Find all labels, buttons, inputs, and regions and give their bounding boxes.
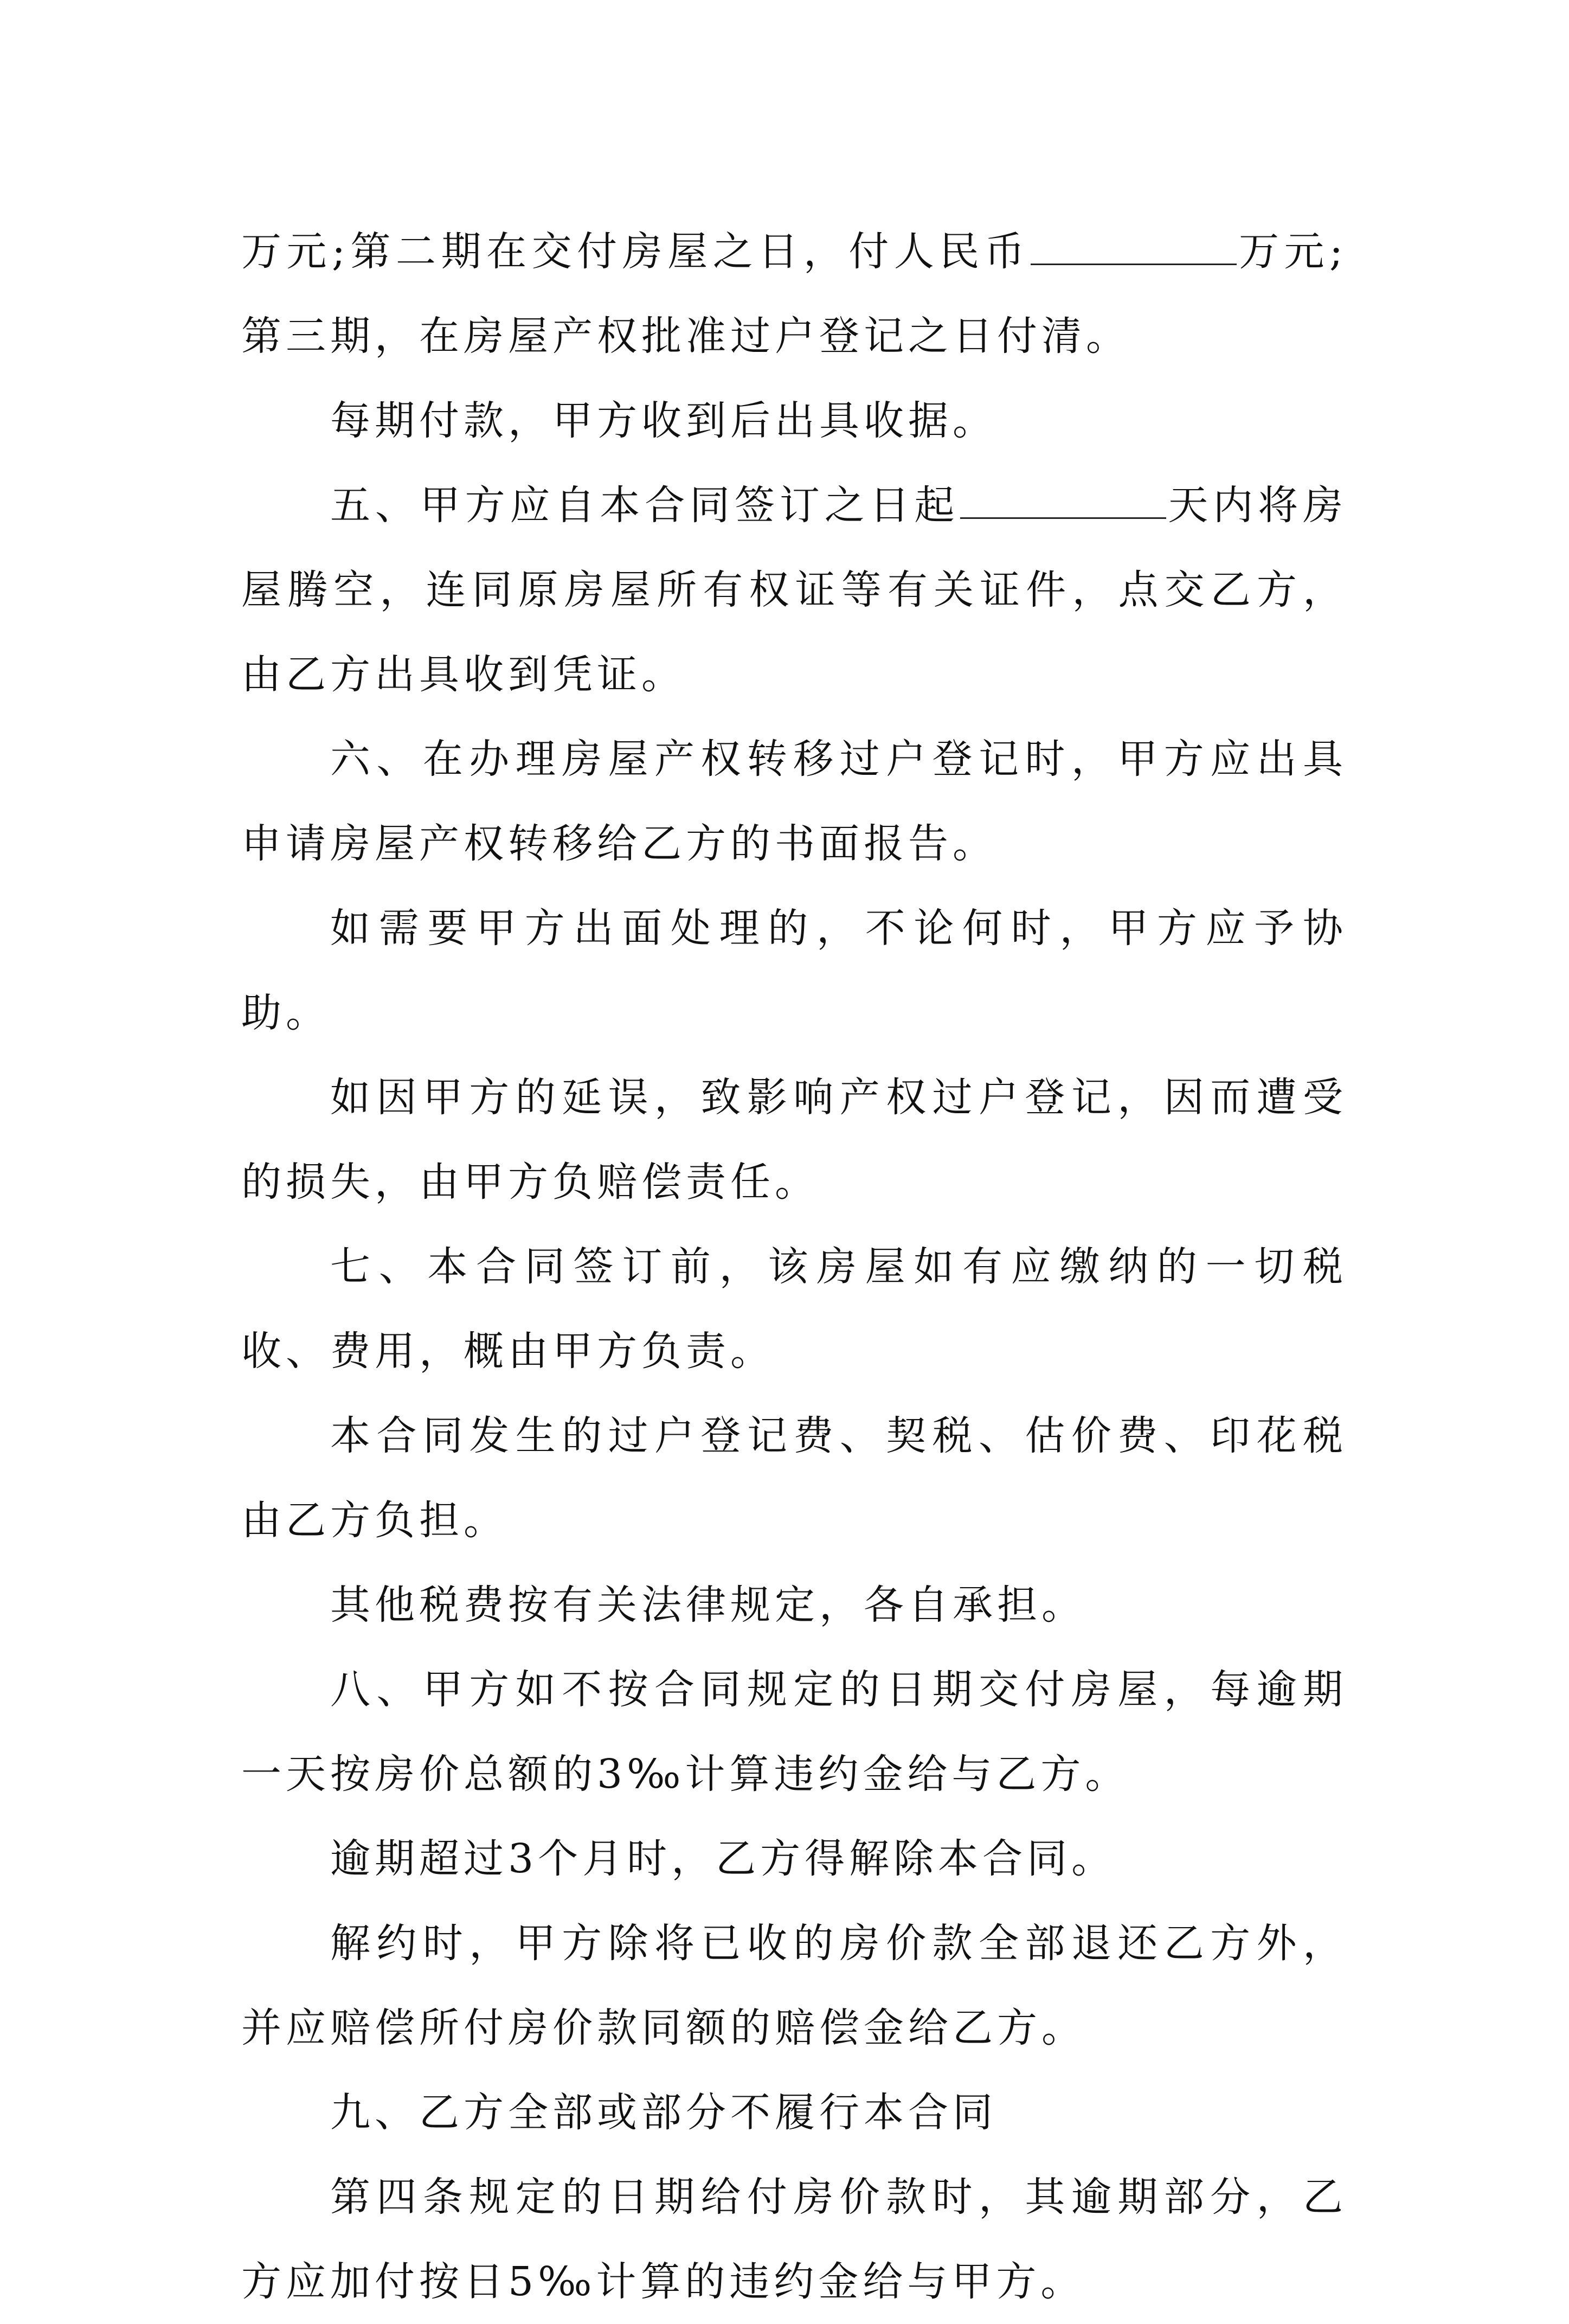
days-blank-field xyxy=(960,485,1166,519)
paragraph-delay-liability: 如因甲方的延误，致影响产权过户登记，因而遭受的损失，由甲方负赔偿责任。 xyxy=(241,1074,1347,1205)
amount-blank-field xyxy=(1031,231,1237,265)
paragraph-receipt: 每期付款，甲方收到后出具收据。 xyxy=(330,397,997,444)
paragraph-clause-8: 八、甲方如不按合同规定的日期交付房屋，每逾期一天按房价总额的3‰计算违约金给与乙方。 xyxy=(241,1666,1347,1797)
paragraph-other-taxes: 其他税费按有关法律规定，各自承担。 xyxy=(330,1582,1086,1628)
paragraph-transfer-fees: 本合同发生的过户登记费、契税、估价费、印花税由乙方负担。 xyxy=(241,1413,1347,1544)
clause-5-text-part1: 五、甲方应自本合同签订之日起 xyxy=(330,482,960,529)
paragraph-clause-7: 七、本合同签订前，该房屋如有应缴纳的一切税收、费用，概由甲方负责。 xyxy=(241,1243,1347,1375)
paragraph-assistance: 如需要甲方出面处理的，不论何时，甲方应予协助。 xyxy=(241,905,1347,1036)
payment-text-part1: 万元;第二期在交付房屋之日，付人民币 xyxy=(241,228,1030,275)
paragraph-refund-compensation: 解约时，甲方除将已收的房价款全部退还乙方外，并应赔偿所付房价款同额的赔偿金给乙方。 xyxy=(241,1920,1347,2051)
payment-text-part2: 万元;第三期，在房屋产权批准过户登记之日付清。 xyxy=(241,228,1347,359)
contract-body xyxy=(241,209,1347,2324)
clause-5-text-part2: 天内将房屋腾空，连同原房屋所有权证等有关证件，点交乙方，由乙方出具收到凭证。 xyxy=(241,482,1348,698)
paragraph-late-payment-penalty: 第四条规定的日期给付房价款时，其逾期部分，乙方应加付按日5‰计算的违约金给与甲方。 xyxy=(241,2174,1347,2305)
paragraph-clause-5 xyxy=(241,463,1347,717)
paragraph-overdue-termination: 逾期超过3个月时，乙方得解除本合同。 xyxy=(330,1835,1116,1882)
paragraph-clause-6: 六、在办理房屋产权转移过户登记时，甲方应出具申请房屋产权转移给乙方的书面报告。 xyxy=(241,736,1347,867)
paragraph-payment-installments xyxy=(241,209,1347,378)
paragraph-clause-9: 九、乙方全部或部分不履行本合同 xyxy=(330,2089,997,2136)
